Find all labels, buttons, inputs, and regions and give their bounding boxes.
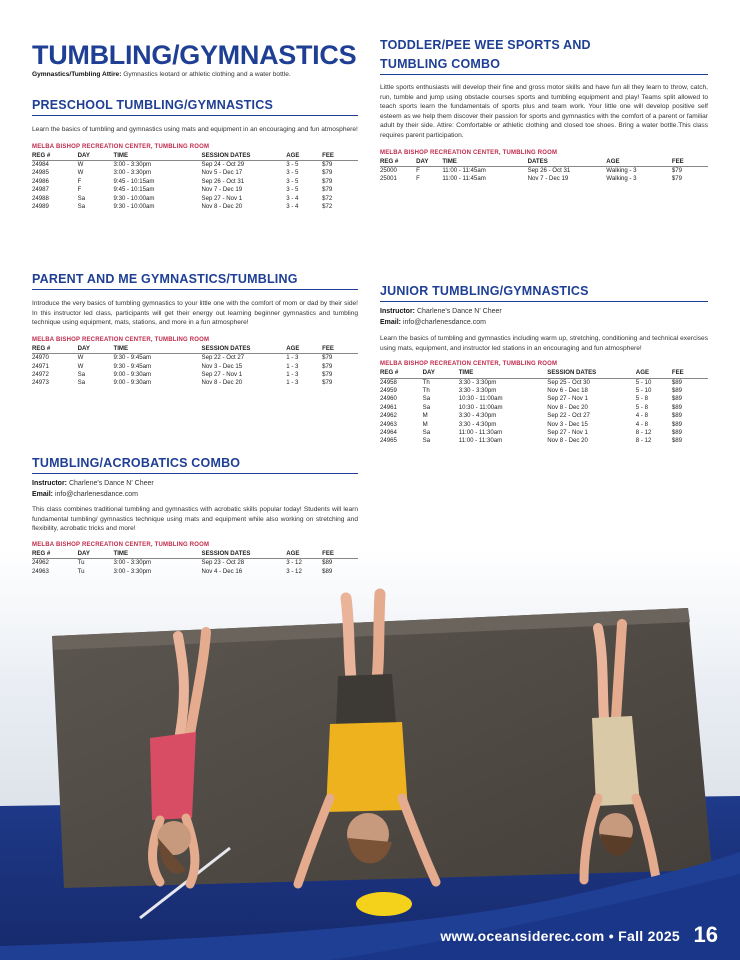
table-cell: $72 (322, 203, 333, 211)
table-cell: Sep 27 - Nov 1 (201, 194, 243, 202)
junior-table (380, 367, 708, 446)
table-cell: 3:30 - 4:30pm (458, 412, 497, 420)
table-cell: $89 (671, 403, 683, 411)
col-fee: FEE (322, 150, 358, 161)
junior-instructor (380, 306, 708, 317)
table-row (32, 559, 358, 568)
table-cell: $79 (322, 186, 333, 194)
email-link[interactable]: info@charlenesdance.com (53, 491, 138, 498)
toddler-location: MELBA BISHOP RECREATION CENTER, TUMBLING ROOM (380, 149, 558, 156)
table-row (380, 437, 708, 445)
table-cell: 24988 (32, 194, 49, 202)
table-cell: 3 - 5 (286, 177, 299, 185)
table-cell: 25000 (380, 166, 397, 174)
table-cell: 24964 (380, 429, 397, 437)
table-cell: Sep 23 - Oct 28 (201, 559, 245, 567)
table-cell: 24972 (32, 371, 49, 378)
gym-photo-illustration (0, 548, 740, 960)
table-cell: Sa (77, 194, 86, 202)
table-cell: 24971 (32, 362, 49, 370)
table-row (32, 186, 358, 194)
table-cell: Sep 22 - Oct 27 (201, 354, 245, 362)
table-cell: 24958 (380, 378, 397, 386)
page-title: TUMBLING/GYMNASTICS (32, 40, 357, 70)
col-day: DAY (416, 156, 442, 167)
table-cell: Sep 22 - Oct 27 (547, 412, 590, 420)
table-cell: 8 - 12 (635, 429, 652, 437)
table-cell: 9:30 - 10:00am (113, 194, 155, 202)
table-cell: Nov 8 - Dec 20 (201, 203, 243, 211)
table-cell: 3 - 12 (286, 559, 302, 567)
table-cell: $89 (322, 567, 333, 575)
col-day: DAY (423, 367, 459, 378)
table-cell: 5 - 8 (635, 395, 648, 403)
table-cell: 24984 (32, 161, 49, 168)
col-dates: SESSION DATES (202, 343, 287, 354)
junior-email (380, 317, 708, 328)
attire-note (32, 70, 358, 80)
table-cell: 24962 (32, 559, 49, 567)
table-cell: Nov 8 - Dec 20 (547, 437, 588, 445)
preschool-location: MELBA BISHOP RECREATION CENTER, TUMBLING ROOM (32, 143, 210, 150)
section-junior (380, 284, 708, 446)
table-cell: 3:00 - 3:30pm (113, 559, 152, 567)
table-cell: F (77, 177, 82, 185)
table-cell: 1 - 3 (286, 371, 299, 378)
table-cell: M (422, 420, 428, 428)
table-header-row (32, 548, 358, 559)
table-cell: 24986 (32, 177, 49, 185)
table-cell: Sep 26 - Oct 31 (201, 177, 245, 185)
table-cell: $79 (322, 161, 333, 168)
table-cell: 9:45 - 10:15am (113, 177, 155, 185)
table-cell: 1 - 3 (286, 354, 299, 362)
acro-email (32, 489, 358, 500)
table-row (32, 161, 358, 170)
table-row (32, 379, 358, 387)
toddler-rows (380, 166, 708, 183)
section-title-toddler-line1: TODDLER/PEE WEE SPORTS AND (380, 38, 591, 52)
table-cell: 9:00 - 9:30am (113, 379, 152, 387)
table-cell: 24965 (380, 437, 397, 445)
email-label: Email: (32, 491, 54, 498)
col-age: AGE (636, 367, 672, 378)
table-cell: 3 - 4 (286, 203, 299, 211)
col-reg: REG # (32, 548, 78, 559)
table-row (32, 354, 358, 363)
table-row (380, 378, 708, 387)
table-row (380, 412, 708, 420)
section-acro (32, 456, 358, 576)
table-row (380, 404, 708, 412)
table-header-row (380, 367, 708, 378)
table-cell: Nov 4 - Dec 16 (201, 567, 243, 575)
table-cell: 4 - 8 (635, 412, 648, 420)
table-cell: 10:30 - 11:00am (458, 395, 503, 403)
table-cell: 24987 (32, 186, 49, 194)
acro-description: This class combines traditional tumbling and gymnastics with acrobatic skills popular today! Students will learn fundamental tumbling/ gymnastics technique using mats and equipment while also working on stretching and flexibility, acrobatic tricks and more! (32, 506, 358, 533)
col-time: TIME (113, 343, 201, 354)
table-cell: Sa (422, 437, 431, 445)
toddler-table (380, 156, 708, 184)
email-link[interactable]: info@charlenesdance.com (401, 319, 486, 326)
table-cell: $79 (671, 166, 683, 174)
junior-location: MELBA BISHOP RECREATION CENTER, TUMBLING ROOM (380, 361, 558, 368)
table-cell: 4 - 8 (635, 420, 648, 428)
table-cell: Nov 6 - Dec 18 (547, 387, 588, 394)
junior-rows (380, 378, 708, 446)
table-cell: Sep 26 - Oct 31 (527, 166, 571, 174)
table-cell: Nov 8 - Dec 20 (201, 379, 243, 387)
table-cell: Walking - 3 (606, 175, 637, 183)
table-cell: 11:00 - 11:45am (442, 166, 486, 174)
table-cell: Nov 3 - Dec 15 (547, 420, 588, 428)
table-cell: Tu (77, 567, 85, 575)
table-cell: 3 - 5 (286, 161, 299, 168)
section-toddler (380, 36, 708, 184)
col-time: TIME (459, 367, 548, 378)
junior-description: Learn the basics of tumbling and gymnastics including warm up, stretching, conditioning and technical exercises using mats, equipment, and instructor led stations in an encouraging and fun atmosphere! (380, 335, 708, 352)
table-cell: $89 (671, 420, 683, 428)
col-dates: SESSION DATES (202, 548, 287, 559)
table-cell: 11:00 - 11:45am (442, 175, 486, 183)
table-cell: $79 (322, 354, 333, 362)
acro-location: MELBA BISHOP RECREATION CENTER, TUMBLING ROOM (32, 541, 210, 548)
col-time: TIME (113, 150, 201, 161)
parent-me-description: Introduce the very basics of tumbling gymnastics to your little one with the comfort of mom or dad by their side! In this instructor led class, participants will get their energy out learning beginner gymnastics and tumbling technique using equipment, mats, stations, and more in a fun atmosphere! (32, 300, 358, 327)
col-day: DAY (78, 548, 114, 559)
table-cell: 24962 (380, 412, 397, 420)
table-cell: 3:00 - 3:30pm (113, 567, 152, 575)
col-age: AGE (286, 548, 322, 559)
table-row (32, 568, 358, 576)
col-fee: FEE (672, 367, 708, 378)
table-cell: 1 - 3 (286, 379, 299, 387)
table-cell: 3:30 - 4:30pm (458, 420, 497, 428)
col-time: TIME (113, 548, 201, 559)
parent-me-rows (32, 354, 358, 388)
table-cell: M (422, 412, 428, 420)
table-cell: W (77, 161, 84, 168)
table-header-row (380, 156, 708, 167)
table-cell: 3 - 5 (286, 186, 299, 194)
table-cell: 10:30 - 11:00am (458, 403, 503, 411)
section-title-parent-me: PARENT AND ME GYMNASTICS/TUMBLING (32, 272, 358, 290)
table-cell: F (416, 175, 420, 183)
table-cell: Walking - 3 (606, 166, 637, 174)
table-cell: Nov 8 - Dec 20 (547, 403, 588, 411)
table-cell: Sep 25 - Oct 30 (547, 378, 590, 386)
table-cell: 5 - 10 (635, 387, 652, 394)
section-title-preschool: PRESCHOOL TUMBLING/GYMNASTICS (32, 98, 358, 116)
preschool-rows (32, 161, 358, 212)
table-cell: 1 - 3 (286, 362, 299, 370)
table-cell: Sa (422, 403, 431, 411)
parent-me-location: MELBA BISHOP RECREATION CENTER, TUMBLING ROOM (32, 336, 210, 343)
table-cell: Sa (422, 429, 431, 437)
table-cell: $89 (322, 559, 333, 567)
col-age: AGE (606, 156, 672, 167)
table-cell: 24985 (32, 169, 49, 177)
toddler-description: Little sports enthusiasts will develop their fine and gross motor skills and have fun all they learn to throw, catch, run, tumble and jump using obstacle courses sports and tumbling equipment and play! Teams split allowed to teach sports learn the fundamentals of sports plus and team work. Your little one will develop positive self esteem as we help them discover their passion for sports and gymnastics with the comfort of a parent or familiar adult by their side. Attire: Comfortable or athletic clothing and closed toe shoes. Bring a water bottle.This class requires parent participation. (380, 84, 708, 139)
col-fee: FEE (672, 156, 708, 167)
hero-photo (0, 548, 740, 960)
table-cell: 25001 (380, 175, 397, 183)
col-day: DAY (78, 343, 114, 354)
col-reg: REG # (380, 156, 416, 167)
col-reg: REG # (32, 343, 78, 354)
table-cell: 3:30 - 3:30pm (458, 387, 497, 394)
table-cell: 24960 (380, 395, 397, 403)
table-row (380, 429, 708, 437)
table-cell: Nov 5 - Dec 17 (201, 169, 243, 177)
footer-website-link[interactable]: www.oceansiderec.com • Fall 2025 (440, 928, 680, 944)
table-cell: Sep 27 - Nov 1 (201, 371, 243, 378)
table-row (380, 421, 708, 429)
table-cell: $79 (322, 371, 333, 378)
table-cell: 9:00 - 9:30am (113, 371, 152, 378)
page-number: 16 (693, 922, 718, 947)
table-cell: 3 - 12 (286, 567, 302, 575)
section-parent-me (32, 272, 358, 388)
table-cell: $89 (671, 437, 683, 445)
email-label: Email: (380, 319, 402, 326)
table-cell: 3:00 - 3:30pm (113, 169, 152, 177)
preschool-description: Learn the basics of tumbling and gymnastics using mats and equipment in an encouraging and fun atmosphere! (32, 126, 358, 133)
table-cell: 24963 (32, 567, 49, 575)
table-cell: 3 - 4 (286, 194, 299, 202)
table-cell: $79 (322, 177, 333, 185)
table-cell: 24961 (380, 403, 397, 411)
table-cell: 5 - 10 (635, 378, 652, 386)
table-cell: Sep 27 - Nov 1 (547, 395, 588, 403)
table-row (32, 371, 358, 379)
table-cell: 5 - 8 (635, 403, 648, 411)
instructor-label: Instructor: (380, 308, 415, 315)
table-cell: Sep 24 - Oct 29 (201, 161, 245, 168)
attire-label: Gymnastics/Tumbling Attire: (32, 71, 122, 78)
table-row (380, 166, 708, 175)
table-cell: 9:30 - 10:00am (113, 203, 155, 211)
table-cell: $89 (671, 387, 683, 394)
table-cell: 11:00 - 11:30am (458, 429, 503, 437)
instructor-label: Instructor: (32, 480, 67, 487)
table-cell: Nov 7 - Dec 19 (201, 186, 243, 194)
col-day: DAY (78, 150, 114, 161)
section-preschool (32, 98, 358, 211)
table-cell: 9:30 - 9:45am (113, 362, 152, 370)
table-row (380, 175, 708, 183)
table-cell: $89 (671, 378, 683, 386)
acro-rows (32, 559, 358, 576)
table-cell: 24970 (32, 354, 49, 362)
attire-text: Gymnastics leotard or athletic clothing and a water bottle. (121, 71, 291, 78)
table-cell: Nov 3 - Dec 15 (201, 362, 243, 370)
acro-instructor (32, 478, 358, 489)
table-cell: $79 (322, 362, 333, 370)
col-dates: DATES (528, 156, 607, 167)
col-fee: FEE (322, 343, 358, 354)
table-cell: 24989 (32, 203, 49, 211)
instructor-name: Charlene's Dance N' Cheer (67, 480, 154, 487)
table-cell: 9:45 - 10:15am (113, 186, 155, 194)
table-cell: $72 (322, 194, 333, 202)
table-cell: $89 (671, 395, 683, 403)
table-row (32, 169, 358, 177)
table-cell: W (77, 169, 84, 177)
section-title-acro: TUMBLING/ACROBATICS COMBO (32, 456, 358, 474)
table-cell: W (77, 362, 84, 370)
table-cell: Sa (422, 395, 431, 403)
table-cell: Sep 27 - Nov 1 (547, 429, 588, 437)
col-age: AGE (286, 150, 322, 161)
table-cell: 3:30 - 3:30pm (458, 378, 497, 386)
table-cell: Th (422, 378, 430, 386)
table-row (380, 395, 708, 403)
table-cell: $79 (322, 379, 333, 387)
table-cell: Sa (77, 371, 86, 378)
table-cell: Nov 7 - Dec 19 (527, 175, 569, 183)
section-title-junior: JUNIOR TUMBLING/GYMNASTICS (380, 284, 708, 302)
table-cell: Th (422, 387, 430, 394)
table-cell: 24973 (32, 379, 49, 387)
instructor-name: Charlene's Dance N' Cheer (415, 308, 502, 315)
table-row (32, 178, 358, 186)
table-cell: $79 (671, 175, 683, 183)
col-dates: SESSION DATES (202, 150, 287, 161)
table-cell: $79 (322, 169, 333, 177)
table-header-row (32, 343, 358, 354)
table-cell: W (77, 354, 84, 362)
table-cell: $89 (671, 412, 683, 420)
table-cell: F (416, 166, 420, 174)
table-row (32, 363, 358, 371)
table-row (32, 195, 358, 203)
col-dates: SESSION DATES (547, 367, 636, 378)
section-title-toddler-line2: TUMBLING COMBO (380, 55, 708, 75)
table-cell: Tu (77, 559, 85, 567)
table-cell: 3:00 - 3:30pm (113, 161, 152, 168)
table-row (380, 387, 708, 395)
table-row (32, 203, 358, 211)
col-time: TIME (442, 156, 527, 167)
preschool-table (32, 150, 358, 212)
table-cell: Sa (77, 379, 86, 387)
col-fee: FEE (322, 548, 358, 559)
acro-table (32, 548, 358, 576)
table-cell: $89 (671, 429, 683, 437)
parent-me-table (32, 343, 358, 388)
table-cell: 24963 (380, 420, 397, 428)
table-cell: 24959 (380, 387, 397, 394)
table-header-row (32, 150, 358, 161)
col-reg: REG # (32, 150, 78, 161)
col-reg: REG # (380, 367, 423, 378)
table-cell: 8 - 12 (635, 437, 652, 445)
table-cell: 11:00 - 11:30am (458, 437, 503, 445)
col-age: AGE (286, 343, 322, 354)
table-cell: Sa (77, 203, 86, 211)
table-cell: F (77, 186, 82, 194)
table-cell: 3 - 5 (286, 169, 299, 177)
table-cell: 9:30 - 9:45am (113, 354, 152, 362)
